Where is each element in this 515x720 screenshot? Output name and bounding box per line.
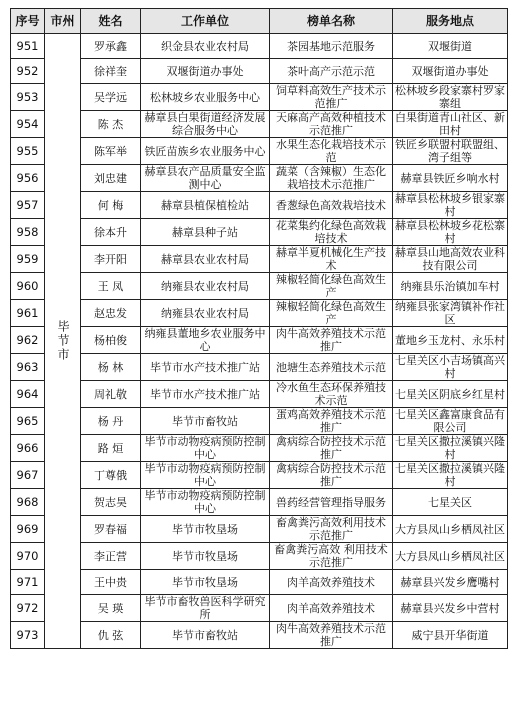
service-location: 七星关区阴底乡红星村 [393, 381, 508, 408]
row-number: 959 [11, 246, 45, 273]
work-unit: 毕节市畜牧兽医科学研究所 [141, 595, 270, 622]
service-location: 赫章县松林坡乡花松寨村 [393, 219, 508, 246]
service-location: 赫章县松林坡乡银家寨村 [393, 192, 508, 219]
service-location: 赫章县山地高效农业科技有限公司 [393, 246, 508, 273]
row-number: 965 [11, 408, 45, 435]
row-number: 971 [11, 570, 45, 595]
service-location: 铁匠乡联盟村联盟组、湾子组等 [393, 138, 508, 165]
table-row [11, 435, 508, 462]
work-unit: 纳雍县农业农村局 [141, 300, 270, 327]
row-number: 954 [11, 111, 45, 138]
list-name: 辣椒轻简化绿色高效生产 [270, 273, 393, 300]
row-number: 966 [11, 435, 45, 462]
service-location: 大方县凤山乡栖凤社区 [393, 516, 508, 543]
person-name: 陈军举 [81, 138, 141, 165]
work-unit: 织金县农业农村局 [141, 34, 270, 59]
work-unit: 毕节市动物疫病预防控制中心 [141, 435, 270, 462]
person-name: 徐祥奎 [81, 59, 141, 84]
row-number: 970 [11, 543, 45, 570]
list-name: 肉羊高效养殖技术 [270, 595, 393, 622]
person-name: 陈 杰 [81, 111, 141, 138]
row-number: 951 [11, 34, 45, 59]
work-unit: 毕节市牧垦场 [141, 516, 270, 543]
table-row [11, 111, 508, 138]
list-name: 香葱绿色高效栽培技术 [270, 192, 393, 219]
list-name: 饲草料高效生产技术示范推广 [270, 84, 393, 111]
service-location: 大方县凤山乡栖凤社区 [393, 543, 508, 570]
table-row [11, 354, 508, 381]
table-row [11, 246, 508, 273]
person-name: 罗承鑫 [81, 34, 141, 59]
header-row [11, 9, 508, 34]
city-cell: 毕节市 [45, 34, 81, 649]
service-location: 纳雍县张家湾镇补作社区 [393, 300, 508, 327]
header-city: 市州 [45, 9, 81, 34]
row-number: 968 [11, 489, 45, 516]
table-row [11, 34, 508, 59]
table-row [11, 462, 508, 489]
list-name: 冷水鱼生态环保养殖技术示范 [270, 381, 393, 408]
table-row [11, 219, 508, 246]
list-name: 肉牛高效养殖技术示范推广 [270, 327, 393, 354]
row-number: 956 [11, 165, 45, 192]
row-number: 963 [11, 354, 45, 381]
service-location: 白果街道青山社区、新田村 [393, 111, 508, 138]
service-location: 双堰街道办事处 [393, 59, 508, 84]
service-location: 纳雍县乐治镇加车村 [393, 273, 508, 300]
person-name: 杨 林 [81, 354, 141, 381]
row-number: 960 [11, 273, 45, 300]
list-name: 畜禽粪污高效 利用技术示范推广 [270, 543, 393, 570]
list-name: 天麻高产高效种植技术示范推广 [270, 111, 393, 138]
person-name: 路 烜 [81, 435, 141, 462]
row-number: 967 [11, 462, 45, 489]
row-number: 972 [11, 595, 45, 622]
list-name: 水果生态化栽培技术示范 [270, 138, 393, 165]
list-name: 畜禽粪污高效利用技术示范推广 [270, 516, 393, 543]
service-location: 七星关区撒拉溪镇兴隆村 [393, 462, 508, 489]
person-name: 徐本升 [81, 219, 141, 246]
table-row [11, 84, 508, 111]
work-unit: 赫章县白果街道经济发展综合服务中心 [141, 111, 270, 138]
header-list: 榜单名称 [270, 9, 393, 34]
row-number: 961 [11, 300, 45, 327]
service-location: 七星关区小吉场镇高兴村 [393, 354, 508, 381]
service-location: 赫章县兴发乡中营村 [393, 595, 508, 622]
list-name: 池塘生态养殖技术示范 [270, 354, 393, 381]
person-name: 杨 丹 [81, 408, 141, 435]
work-unit: 纳雍县农业农村局 [141, 273, 270, 300]
person-name: 李开阳 [81, 246, 141, 273]
awardee-table [10, 8, 508, 649]
list-name: 兽药经营管理指导服务 [270, 489, 393, 516]
person-name: 周礼敬 [81, 381, 141, 408]
service-location: 七星关区撒拉溪镇兴隆村 [393, 435, 508, 462]
work-unit: 毕节市畜牧站 [141, 622, 270, 649]
person-name: 杨柏俊 [81, 327, 141, 354]
work-unit: 毕节市动物疫病预防控制中心 [141, 462, 270, 489]
work-unit: 毕节市水产技术推广站 [141, 381, 270, 408]
header-no: 序号 [11, 9, 45, 34]
work-unit: 赫章县种子站 [141, 219, 270, 246]
person-name: 吴学远 [81, 84, 141, 111]
work-unit: 毕节市牧垦场 [141, 570, 270, 595]
table-row [11, 622, 508, 649]
work-unit: 赫章县农业农村局 [141, 246, 270, 273]
table-row [11, 165, 508, 192]
person-name: 王 凤 [81, 273, 141, 300]
work-unit: 铁匠苗族乡农业服务中心 [141, 138, 270, 165]
table-row [11, 489, 508, 516]
work-unit: 松林坡乡农业服务中心 [141, 84, 270, 111]
list-name: 蛋鸡高效养殖技术示范推广 [270, 408, 393, 435]
person-name: 仇 弦 [81, 622, 141, 649]
person-name: 王中贵 [81, 570, 141, 595]
list-name: 肉羊高效养殖技术 [270, 570, 393, 595]
list-name: 茶园基地示范服务 [270, 34, 393, 59]
person-name: 李正营 [81, 543, 141, 570]
row-number: 973 [11, 622, 45, 649]
work-unit: 赫章县植保植检站 [141, 192, 270, 219]
table-row [11, 327, 508, 354]
table-row [11, 543, 508, 570]
table-row [11, 570, 508, 595]
service-location: 双堰街道 [393, 34, 508, 59]
table-row [11, 273, 508, 300]
list-name: 花菜集约化绿色高效栽培技术 [270, 219, 393, 246]
list-name: 辣椒轻简化绿色高效生产 [270, 300, 393, 327]
row-number: 955 [11, 138, 45, 165]
service-location: 威宁县开华街道 [393, 622, 508, 649]
table-row [11, 516, 508, 543]
list-name: 禽病综合防控技术示范推广 [270, 462, 393, 489]
table-row [11, 595, 508, 622]
row-number: 952 [11, 59, 45, 84]
header-org: 工作单位 [141, 9, 270, 34]
service-location: 董地乡玉龙村、永乐村 [393, 327, 508, 354]
work-unit: 毕节市水产技术推广站 [141, 354, 270, 381]
list-name: 赫章半夏机械化生产技术 [270, 246, 393, 273]
work-unit: 双堰街道办事处 [141, 59, 270, 84]
person-name: 赵忠发 [81, 300, 141, 327]
table-row [11, 300, 508, 327]
row-number: 964 [11, 381, 45, 408]
person-name: 何 梅 [81, 192, 141, 219]
service-location: 七星关区鑫富康食品有限公司 [393, 408, 508, 435]
work-unit: 毕节市动物疫病预防控制中心 [141, 489, 270, 516]
table-row [11, 138, 508, 165]
table-row [11, 192, 508, 219]
list-name: 蔬菜（含辣椒）生态化栽培技术示范推广 [270, 165, 393, 192]
list-name: 茶叶高产示范示范 [270, 59, 393, 84]
person-name: 丁尊俄 [81, 462, 141, 489]
table-row [11, 408, 508, 435]
header-name: 姓名 [81, 9, 141, 34]
person-name: 罗春福 [81, 516, 141, 543]
person-name: 吴 瑛 [81, 595, 141, 622]
service-location: 七星关区 [393, 489, 508, 516]
list-name: 禽病综合防控技术示范推广 [270, 435, 393, 462]
service-location: 松林坡乡段家寨村罗家寨组 [393, 84, 508, 111]
table-row [11, 59, 508, 84]
table-body [11, 34, 508, 649]
list-name: 肉牛高效养殖技术示范推广 [270, 622, 393, 649]
person-name: 贺志昊 [81, 489, 141, 516]
person-name: 刘忠建 [81, 165, 141, 192]
service-location: 赫章县兴发乡鹰嘴村 [393, 570, 508, 595]
header-location: 服务地点 [393, 9, 508, 34]
row-number: 962 [11, 327, 45, 354]
work-unit: 赫章县农产品质量安全监测中心 [141, 165, 270, 192]
row-number: 953 [11, 84, 45, 111]
work-unit: 纳雍县董地乡农业服务中心 [141, 327, 270, 354]
service-location: 赫章县铁匠乡响水村 [393, 165, 508, 192]
work-unit: 毕节市牧垦场 [141, 543, 270, 570]
row-number: 969 [11, 516, 45, 543]
row-number: 958 [11, 219, 45, 246]
row-number: 957 [11, 192, 45, 219]
table-row [11, 381, 508, 408]
work-unit: 毕节市畜牧站 [141, 408, 270, 435]
